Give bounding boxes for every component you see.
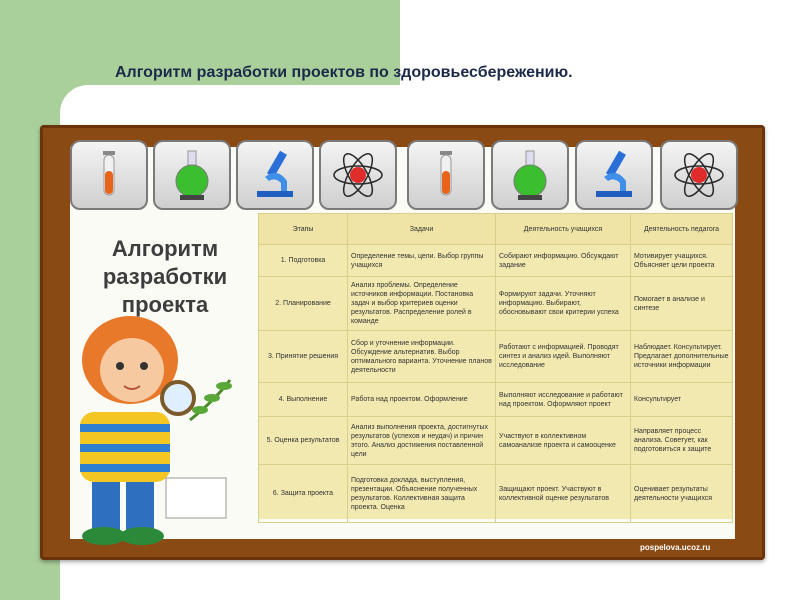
- student-activity-cell: Выполняют исследование и работают над проектом. Оформляют проект: [496, 383, 631, 417]
- source-credit: pospelova.ucoz.ru: [640, 543, 711, 552]
- task-cell: Подготовка доклада, выступления, презентации. Объяснение полученных результатов. Коллективная защита проекта. Оценка: [348, 465, 496, 523]
- task-cell: Анализ выполнения проекта, достигнутых результатов (успехов и неудач) и причин этого. Анализ достижения поставленной цели: [348, 417, 496, 465]
- task-cell: Анализ проблемы. Определение источников информации. Постановка задач и выбор критериев оценки результатов. Распределение ролей в команде: [348, 277, 496, 331]
- teacher-activity-cell: Наблюдает. Консультирует. Предлагает дополнительные источники информации: [631, 331, 733, 383]
- stage-cell: 1. Подготовка: [259, 245, 348, 277]
- teacher-activity-cell: Оценивает результаты деятельности учащихся: [631, 465, 733, 523]
- stage-cell: 5. Оценка результатов: [259, 417, 348, 465]
- teacher-activity-cell: Помогает в анализе и синтезе: [631, 277, 733, 331]
- teacher-activity-cell: Направляет процесс анализа. Советует, как подготовиться к защите: [631, 417, 733, 465]
- student-activity-cell: Работают с информацией. Проводят синтез и анализ идей. Выполняют исследование: [496, 331, 631, 383]
- table-header-row: [259, 214, 733, 245]
- task-cell: Работа над проектом. Оформление: [348, 383, 496, 417]
- student-activity-cell: Собирают информацию. Обсуждают задание: [496, 245, 631, 277]
- table-row: [259, 465, 733, 523]
- teacher-activity-cell: Мотивирует учащихся. Объясняет цели проекта: [631, 245, 733, 277]
- atom-icon: [319, 140, 397, 210]
- icon-strip: [70, 140, 740, 210]
- heading-line: Алгоритм: [111, 236, 219, 261]
- table-row: [259, 417, 733, 465]
- column-header: Этапы: [259, 214, 348, 245]
- flask-icon: [153, 140, 231, 210]
- column-header: Задачи: [348, 214, 496, 245]
- algorithm-table: [258, 213, 732, 519]
- table-row: [259, 383, 733, 417]
- slide-title: Алгоритм разработки проектов по здоровьесбережению.: [115, 64, 573, 81]
- student-activity-cell: Формируют задачи. Уточняют информацию. Выбирают, обосновывают свои критерии успеха: [496, 277, 631, 331]
- task-cell: Определение темы, цели. Выбор группы учащихся: [348, 245, 496, 277]
- stage-cell: 4. Выполнение: [259, 383, 348, 417]
- microscope-icon: [575, 140, 653, 210]
- table-row: [259, 331, 733, 383]
- column-header: Деятельность учащихся: [496, 214, 631, 245]
- flask-icon: [491, 140, 569, 210]
- teacher-activity-cell: Консультирует: [631, 383, 733, 417]
- heading-line: разработки: [102, 264, 228, 289]
- student-activity-cell: Участвуют в коллективном самоанализе проекта и самооценке: [496, 417, 631, 465]
- test-tube-icon: [407, 140, 485, 210]
- table-row: [259, 277, 733, 331]
- stage-cell: 2. Планирование: [259, 277, 348, 331]
- stage-cell: 6. Защита проекта: [259, 465, 348, 523]
- table-row: [259, 245, 733, 277]
- task-cell: Сбор и уточнение информации. Обсуждение альтернатив. Выбор оптимального варианта. Уточнение планов деятельности: [348, 331, 496, 383]
- microscope-icon: [236, 140, 314, 210]
- column-header: Деятельность педагога: [631, 214, 733, 245]
- heading-line: проекта: [121, 292, 209, 317]
- atom-icon: [660, 140, 738, 210]
- student-activity-cell: Защищают проект. Участвуют в коллективной оценке результатов: [496, 465, 631, 523]
- test-tube-icon: [70, 140, 148, 210]
- stage-cell: 3. Принятие решения: [259, 331, 348, 383]
- child-with-magnifier-illustration: [40, 300, 250, 555]
